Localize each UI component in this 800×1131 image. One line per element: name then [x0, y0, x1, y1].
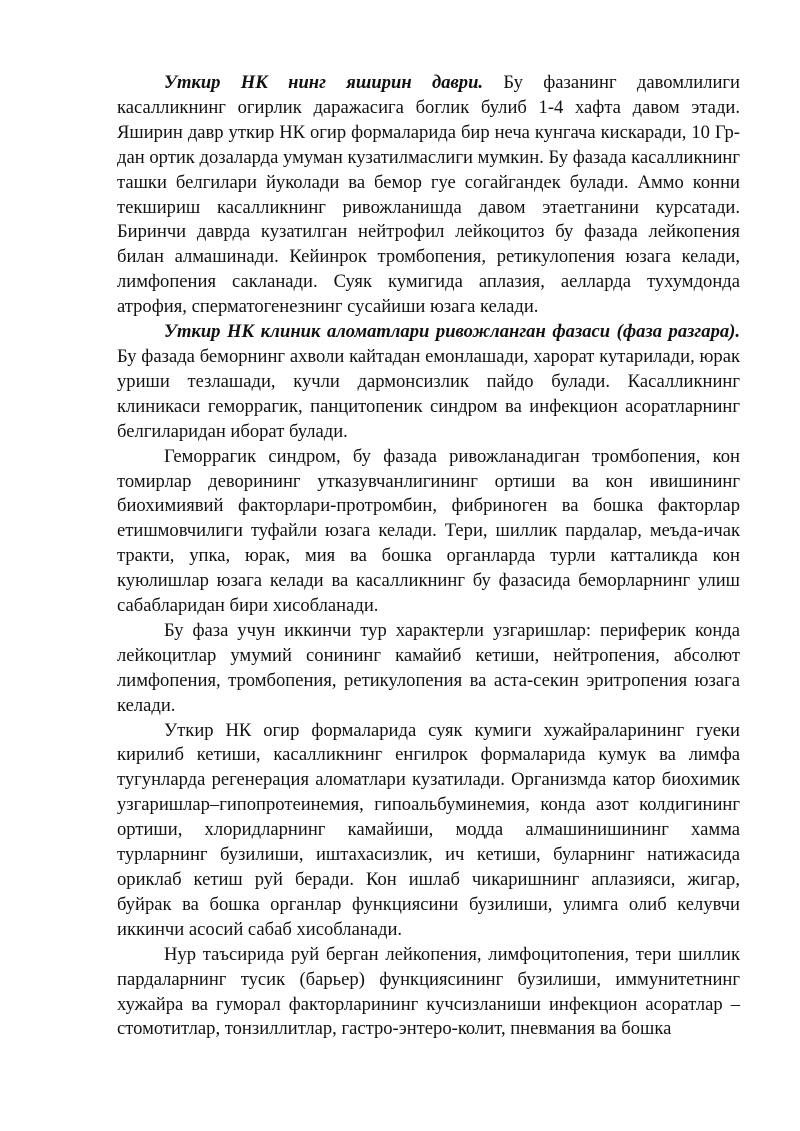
document-page: [117, 71, 740, 1042]
paragraph-text: Нур таъсирида руй берган лейкопения, лимфоцитопения, тери шиллик пардаларнинг тусик (барьер) функциясининг бузилиши, иммунитетнинг хужайра ва гуморал факторларининг кучсизланиши инфекцион асоратлар – стомотитлар, тонзиллитлар, гастро-энтеро-колит, пневмания ва бошка: [117, 943, 740, 1040]
paragraph-text: Уткир НК огир формаларида суяк кумиги хужайраларининг гуеки кирилиб кетиши, касалликнинг енгилрок формаларида кумук ва лимфа тугунларда регенерация аломатлари кузатилади. Организмда катор биохимик узгаришлар–гипопротеинемия, гипоальбуминемия, конда азот колдигининг ортиши, хлоридларнинг камайиши, модда алмашинишининг хамма турларнинг бузилиши, иштахасизлик, ич кетиши, буларнинг натижасида ориклаб кетиш руй беради. Кон ишлаб чикаришнинг аплазияси, жигар, буйрак ва бошка органлар функциясини бузилиши, улимга олиб келувчи иккинчи асосий сабаб хисобланади.: [117, 719, 740, 940]
paragraph-text: Бу фазанинг давомлилиги касалликнинг огирлик даражасига боглик булиб 1-4 хафта давом этади. Яширин давр уткир НК огир формаларида бир неча кунгача кискаради, 10 Гр-дан ортик дозаларда умуман кузатилмаслиги мумкин. Бу фазада касалликнинг ташки белгилари йуколади ва бемор гуе согайгандек булади. Аммо конни текшириш касалликнинг ривожланишда давом этаетганини курсатади. Биринчи даврда кузатилган нейтрофил лейкоцитоз бу фазада лейкопения билан алмашинади. Кейинрок тромбопения, ретикулопения юзага келади, лимфопения сакланади. Суяк кумигида аплазия, аелларда тухумдонда атрофия, сперматогенезнинг сусайиши юзага келади.: [117, 72, 740, 318]
paragraph-latent-period: [117, 71, 740, 320]
paragraph-heading: Уткир НК нинг яширин даври.: [164, 72, 484, 93]
paragraph-heading: Уткир НК клиник аломатлари ривожланган фазаси (фаза разгара).: [164, 321, 740, 343]
paragraph-bone-marrow: [117, 719, 740, 943]
paragraph-clinical-phase: [117, 320, 740, 445]
paragraph-blood-changes: [117, 619, 740, 719]
paragraph-text: Геморрагик синдром, бу фазада ривожланадиган тромбопения, кон томирлар деворининг утказувчанлигининг ортиши ва кон ивишининг биохимиявий факторлари-протромбин, фибриноген ва бошка факторлар етишмовчилиги туфайли юзага келади. Тери, шиллик пардалар, меъда-ичак тракти, упка, юрак, мия ва бошка органларда турли катталикда кон куюлишлар юзага келади ва касалликнинг бу фазасида беморларнинг улиш сабабларидан бири хисобланади.: [117, 445, 740, 617]
paragraph-hemorrhagic-syndrome: [117, 445, 740, 619]
paragraph-text: Бу фазада беморнинг ахволи кайтадан емонлашади, харорат кутарилади, юрак уриши тезлашади, кучли дармонсизлик пайдо булади. Касалликнинг клиникаси геморрагик, панцитопеник синдром ва инфекцион асоратларнинг белгиларидан иборат булади.: [117, 345, 740, 442]
paragraph-text: Бу фаза учун иккинчи тур характерли узгаришлар: периферик конда лейкоцитлар умумий сонининг камайиб кетиши, нейтропения, абсолют лимфопения, тромбопения, ретикулопения ва аста-секин эритропения юзага келади.: [117, 619, 740, 716]
paragraph-infections: [117, 943, 740, 1043]
